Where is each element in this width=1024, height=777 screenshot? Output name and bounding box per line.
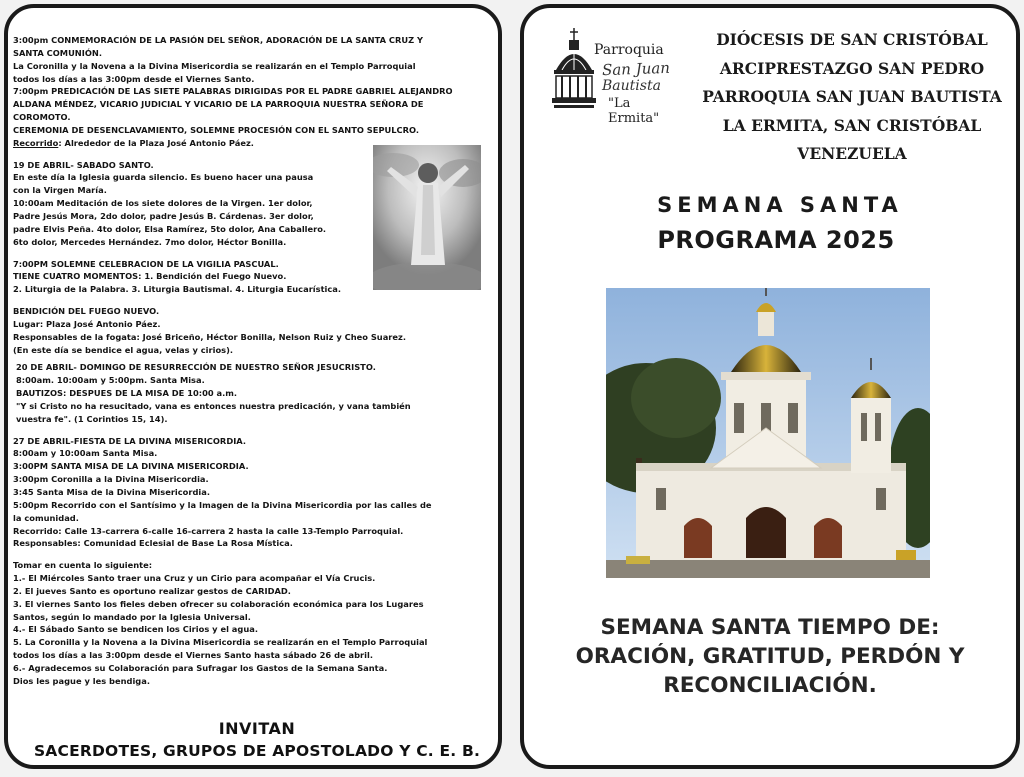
text-line: 6.- Agradecemos su Colaboración para Sufragar los Gastos de la Semana Santa. — [13, 662, 388, 673]
parish-logo — [550, 26, 680, 126]
text-line: "Y si Cristo no ha resucitado, vana es entonces nuestra predicación, y vana también — [16, 400, 411, 411]
section-fuego — [13, 305, 497, 356]
text-line: Recorrido: Calle 13-carrera 6-calle 16-carrera 2 hasta la calle 13-Templo Parroquial. — [13, 525, 404, 536]
recorrido-label: Recorrido — [13, 137, 59, 148]
right-panel — [520, 4, 1020, 769]
left-panel — [4, 4, 502, 769]
text-line: 5. La Coronilla y la Novena a la Divina Misericordia se realizarán en el Templo Parroquial — [13, 637, 428, 648]
text-line: CEREMONIA DE DESENCLAVAMIENTO, SOLEMNE PROCESIÓN CON EL SANTO SEPULCRO. — [13, 124, 420, 135]
section-heading: 20 DE ABRIL- DOMINGO DE RESURRECCIÓN DE NUESTRO SEÑOR JESUCRISTO. — [16, 362, 376, 373]
text-line: ALDANA MÉNDEZ, VICARIO JUDICIAL Y VICARIO DE LA PARROQUIA NUESTRA SEÑORA DE — [13, 99, 424, 110]
header-line: ARCIPRESTAZGO SAN PEDRO — [719, 58, 985, 78]
logo-text-san-juan: San Juan — [601, 58, 671, 80]
text-line: 3:00pm Coronilla a la Divina Misericordia. — [13, 474, 209, 485]
invitan-groups: SACERDOTES, GRUPOS DE APOSTOLADO Y C. E. B. — [33, 742, 481, 760]
recorrido-text: : Alrededor de la Plaza José Antonio Páez. — [58, 137, 254, 148]
text-line: Responsables: Comunidad Eclesial de Base La Rosa Mística. — [13, 538, 293, 549]
text-line: 6to dolor, Mercedes Hernández. 7mo dolor, Héctor Bonilla. — [13, 236, 287, 247]
diocese-header — [694, 26, 1010, 169]
text-line: vuestra fe". (1 Corintios 15, 14). — [16, 413, 168, 424]
text-line: (En este día se bendice el agua, velas y cirios). — [13, 344, 234, 355]
text-line: En este día la Iglesia guarda silencio. Es bueno hacer una pausa — [13, 172, 314, 183]
text-line: Lugar: Plaza José Antonio Páez. — [13, 318, 161, 329]
section-domingo — [13, 361, 497, 425]
text-line: 2. El jueves Santo es oportuno realizar gestos de CARIDAD. — [13, 585, 291, 596]
logo-text-bautista: Bautista — [602, 78, 661, 94]
text-line: 3. El viernes Santo los fieles deben ofrecer su colaboración económica para los Lugares — [13, 598, 424, 609]
text-line: SANTA COMUNIÓN. — [13, 47, 102, 58]
text-line: 7:00pm PREDICACIÓN DE LAS SIETE PALABRAS DIRIGIDAS POR EL PADRE GABRIEL ALEJANDRO — [13, 86, 453, 97]
text-line: 2. Liturgia de la Palabra. 3. Liturgia Bautismal. 4. Liturgia Eucarística. — [13, 284, 342, 295]
header-line: LA ERMITA, SAN CRISTÓBAL — [722, 115, 982, 135]
text-line: Santos, según lo mandado por la Iglesia Universal. — [13, 611, 251, 622]
text-line: Dios les pague y les bendiga. — [13, 675, 150, 686]
text-line: Padre Jesús Mora, 2do dolor, padre Jesús B. Cárdenas. 3er dolor, — [13, 210, 314, 221]
text-line: 4.- El Sábado Santo se bendicen los Cirios y el agua. — [13, 624, 259, 635]
text-line: la comunidad. — [13, 512, 79, 523]
section-sabado — [13, 159, 358, 249]
text-line: Responsables de la fogata: José Briceño, Héctor Bonilla, Nelson Ruiz y Cheo Suarez. — [13, 331, 407, 342]
page-subtitle: PROGRAMA 2025 — [657, 226, 895, 254]
header-line: PARROQUIA SAN JUAN BAUTISTA — [702, 87, 1002, 106]
section-heading: 7:00PM SOLEMNE CELEBRACION DE LA VIGILIA PASCUAL. — [13, 258, 279, 269]
logo-text-la-ermita: "La Ermita" — [608, 96, 660, 126]
tagline-line: ORACIÓN, GRATITUD, PERDÓN Y — [575, 644, 965, 669]
text-line: 3:00pm CONMEMORACIÓN DE LA PASIÓN DEL SEÑOR, ADORACIÓN DE LA SANTA CRUZ Y — [13, 35, 424, 45]
text-line: todos los días a las 3:00pm desde el Viernes Santo. — [13, 73, 255, 84]
text-line: padre Elvis Peña. 4to dolor, Elsa Ramírez, 5to dolor, Ana Caballero. — [13, 223, 327, 234]
section-heading: 27 DE ABRIL-FIESTA DE LA DIVINA MISERICORDIA. — [13, 435, 247, 446]
tagline-line: SEMANA SANTA TIEMPO DE: — [600, 615, 940, 640]
text-line: 5:00pm Recorrido con el Santísimo y la Imagen de la Divina Misericordia por las calles de — [13, 499, 432, 510]
section-heading: Tomar en cuenta lo siguiente: — [13, 560, 153, 571]
page-title: SEMANA SANTA — [657, 193, 903, 217]
risen-christ-image — [373, 145, 481, 290]
text-line: TIENE CUATRO MOMENTOS: 1. Bendición del Fuego Nuevo. — [13, 271, 287, 282]
text-line: COROMOTO. — [13, 112, 71, 123]
church-photo — [606, 288, 930, 578]
text-line: La Coronilla y la Novena a la Divina Misericordia se realizarán en el Templo Parroquial — [13, 60, 416, 71]
logo-text-parroquia: Parroquia — [594, 42, 664, 58]
text-line: con la Virgen María. — [13, 185, 107, 196]
church-dome-icon — [550, 26, 600, 118]
text-line: todos los días a las 3:00pm desde el Viernes Santo hasta sábado 26 de abril. — [13, 650, 373, 661]
text-line: 8:00am y 10:00am Santa Misa. — [13, 448, 158, 459]
text-line: 3:00PM SANTA MISA DE LA DIVINA MISERICORDIA. — [13, 461, 249, 472]
text-line: 8:00am. 10:00am y 5:00pm. Santa Misa. — [16, 375, 205, 386]
text-line: 1.- El Miércoles Santo traer una Cruz y un Cirio para acompañar el Vía Crucis. — [13, 573, 376, 584]
section-heading: 19 DE ABRIL- SABADO SANTO. — [13, 159, 154, 170]
text-line: 3:45 Santa Misa de la Divina Misericordia. — [13, 487, 210, 497]
text-line: 10:00am Meditación de los siete dolores de la Virgen. 1er dolor, — [13, 198, 313, 209]
section-notas — [13, 559, 497, 687]
header-line: DIÓCESIS DE SAN CRISTÓBAL — [716, 30, 988, 49]
invitan-title: INVITAN — [218, 719, 296, 738]
text-line: BAUTIZOS: DESPUES DE LA MISA DE 10:00 a.m. — [16, 388, 238, 399]
section-viernes — [13, 34, 497, 150]
tagline — [524, 613, 1016, 700]
section-heading: BENDICIÓN DEL FUEGO NUEVO. — [13, 306, 160, 317]
header-line: VENEZUELA — [797, 144, 907, 163]
section-misericordia — [13, 435, 497, 551]
program-text — [13, 34, 497, 688]
tagline-line: RECONCILIACIÓN. — [663, 673, 877, 698]
